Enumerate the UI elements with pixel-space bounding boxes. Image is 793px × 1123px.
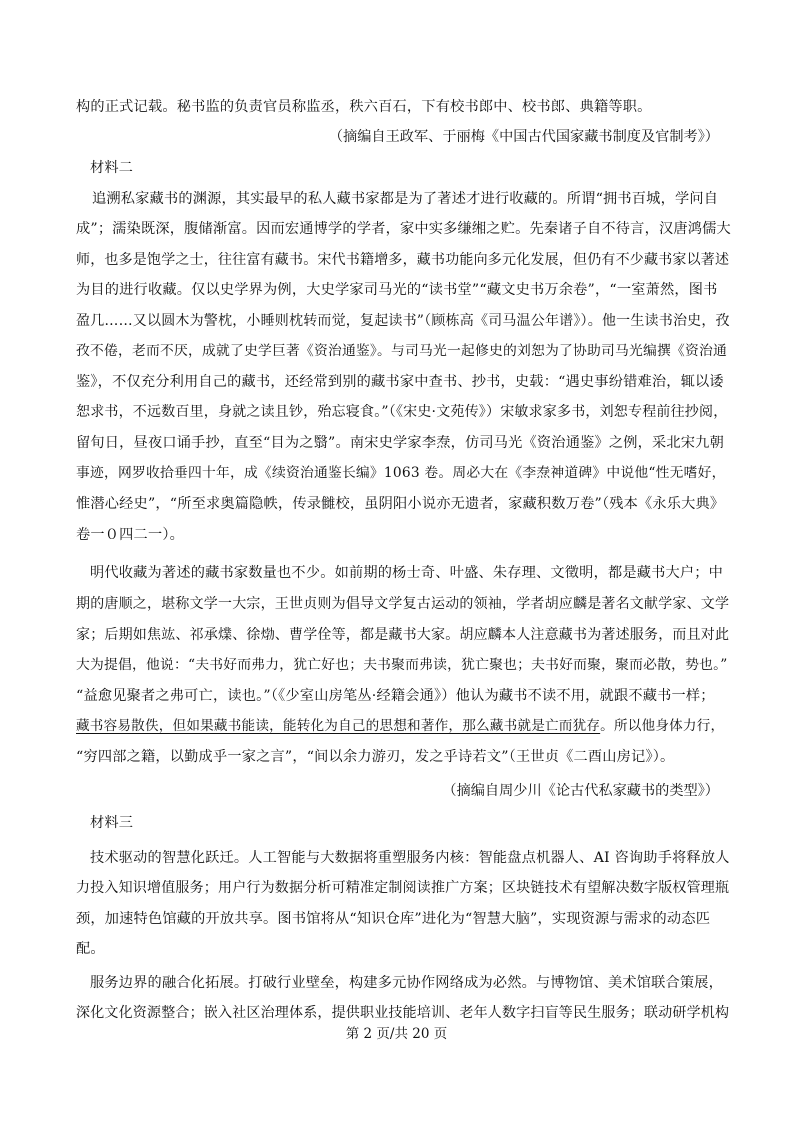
sentence-continuation: 。所以他身体力行，: [600, 718, 725, 734]
material-two-p2-line: “益愈见聚者之弗可亡，读也。”（《少室山房笔丛·经籍会通》）他认为藏书不读不用，就跟不藏书一样；: [76, 688, 715, 704]
material-three-line: 力投入知识增值服务；用户行为数据分析可精准定制阅读推广方案；区块链技术有望解决数字版权管理瓶: [76, 880, 730, 896]
material-two-p2-line: 家；后期如焦竑、祁承㸁、徐𤊹、曹学佺等，都是藏书大家。胡应麟本人注意藏书为著述服务，而且对此: [76, 627, 730, 643]
material-two-line: 卷一０四二一）。: [76, 527, 185, 543]
material-two-line: 师，也多是饱学之士，往往富有藏书。宋代书籍增多，藏书功能向多元化发展，但仍有不少藏书家以著述: [76, 252, 730, 268]
material-two-line: 恕求书，不远数百里，身就之读且钞，殆忘寝食。”（《宋史·文苑传》）宋敏求家多书，刘恕专程前往抄阅，: [76, 404, 728, 420]
material-two-p2-line: 大为提倡，他说：“夫书好而弗力，犹亡好也；夫书聚而弗读，犹亡聚也；夫书好而聚，聚而必散，势也。”: [76, 657, 728, 673]
material-three-heading: 材料三: [90, 815, 134, 831]
material-two-p2-line: “穷四部之籍，以勤成乎一家之言”，“间以余力游刃，发之乎诗若文”（王世贞《二酉山房记》）。: [76, 749, 675, 765]
material-two-line: 惟潜心经史”，“所至求奥篇隐帙，传录雠校，虽阴阳小说亦无遗者，家藏积数万卷”（残本《永乐大典》: [76, 496, 725, 512]
underlined-sentence: 藏书容易散佚，但如果藏书能读，能转化为自己的思想和著作，那么藏书就是亡而犹存: [76, 718, 601, 734]
material-two-line: 鉴》，不仅充分利用自己的藏书，还经常到别的藏书家中查书、抄书，史载：“遇史事纷错难治，辄以诿: [76, 374, 724, 390]
material-two-line: 孜不倦，老而不厌，成就了史学巨著《资治通鉴》。与司马光一起修史的刘恕为了协助司马光编撰《资治通: [76, 343, 727, 359]
material-two-line: 为目的进行收藏。仅以史学界为例，大史学家司马光的“读书堂”“藏文史书万余卷”，“一室萧然，图书: [76, 282, 718, 298]
material-three-line: 颈，加速特色馆藏的开放共享。图书馆将从“知识仓库”进化为“智慧大脑”，实现资源与需求的动态匹: [76, 911, 711, 927]
material-two-p2-underlined-line: [76, 716, 724, 736]
material-two-heading: 材料二: [90, 160, 134, 176]
material-one-source: （摘编自王政军、于丽梅《中国古代国家藏书制度及官制考》）: [328, 129, 719, 145]
material-two-line: 追溯私家藏书的渊源，其实最早的私人藏书家都是为了著述才进行收藏的。所谓“拥书百城，学问自: [92, 191, 719, 207]
material-three-line: 技术驱动的智慧化跃迁。人工智能与大数据将重塑服务内核：智能盘点机器人、AI 咨询助手将释放人: [90, 850, 730, 866]
material-two-line: 留旬日，昼夜口诵手抄，直至“目为之翳”。南宋史学家李焘，仿司马光《资治通鉴》之例，采北宋九朝: [76, 435, 724, 451]
material-two-line: 盈几……又以圆木为警枕，小睡则枕转而觉，复起读书”（顾栋高《司马温公年谱》）。他一生读书治史，孜: [76, 313, 730, 329]
material-two-source: （摘编自周少川《论古代私家藏书的类型》）: [442, 783, 719, 799]
material-two-line: 成”；濡染既深，腹储渐富。因而宏通博学的学者，家中实多缣缃之贮。先秦诸子自不待言，汉唐鸿儒大: [76, 221, 731, 237]
material-three-line: 配。: [76, 941, 105, 957]
material-one-tail: 构的正式记载。秘书监的负责官员称监丞，秩六百石，下有校书郎中、校书郎、典籍等职。: [76, 99, 652, 115]
material-three-p2-line: 深化文化资源整合；嵌入社区治理体系，提供职业技能培训、老年人数字扫盲等民生服务；联动研学机构: [76, 1005, 730, 1021]
material-three-p2-line: 服务边界的融合化拓展。打破行业壁垒，构建多元协作网络成为必然。与博物馆、美术馆联合策展，: [90, 975, 724, 991]
material-two-line: 事迹，网罗收拾垂四十年，成《续资治通鉴长编》1063 卷。周必大在《李焘神道碑》中说他“性无嗜好，: [76, 465, 726, 481]
material-two-p2-line: 明代收藏为著述的藏书家数量也不少。如前期的杨士奇、叶盛、朱存理、文徵明，都是藏书大户；中: [90, 565, 724, 581]
material-two-p2-line: 期的唐顺之，堪称文学一大宗，王世贞则为倡导文学复古运动的领袖，学者胡应麟是著名文献学家、文学: [76, 596, 730, 612]
page-footer: 第 2 页/共 20 页: [345, 1026, 448, 1042]
